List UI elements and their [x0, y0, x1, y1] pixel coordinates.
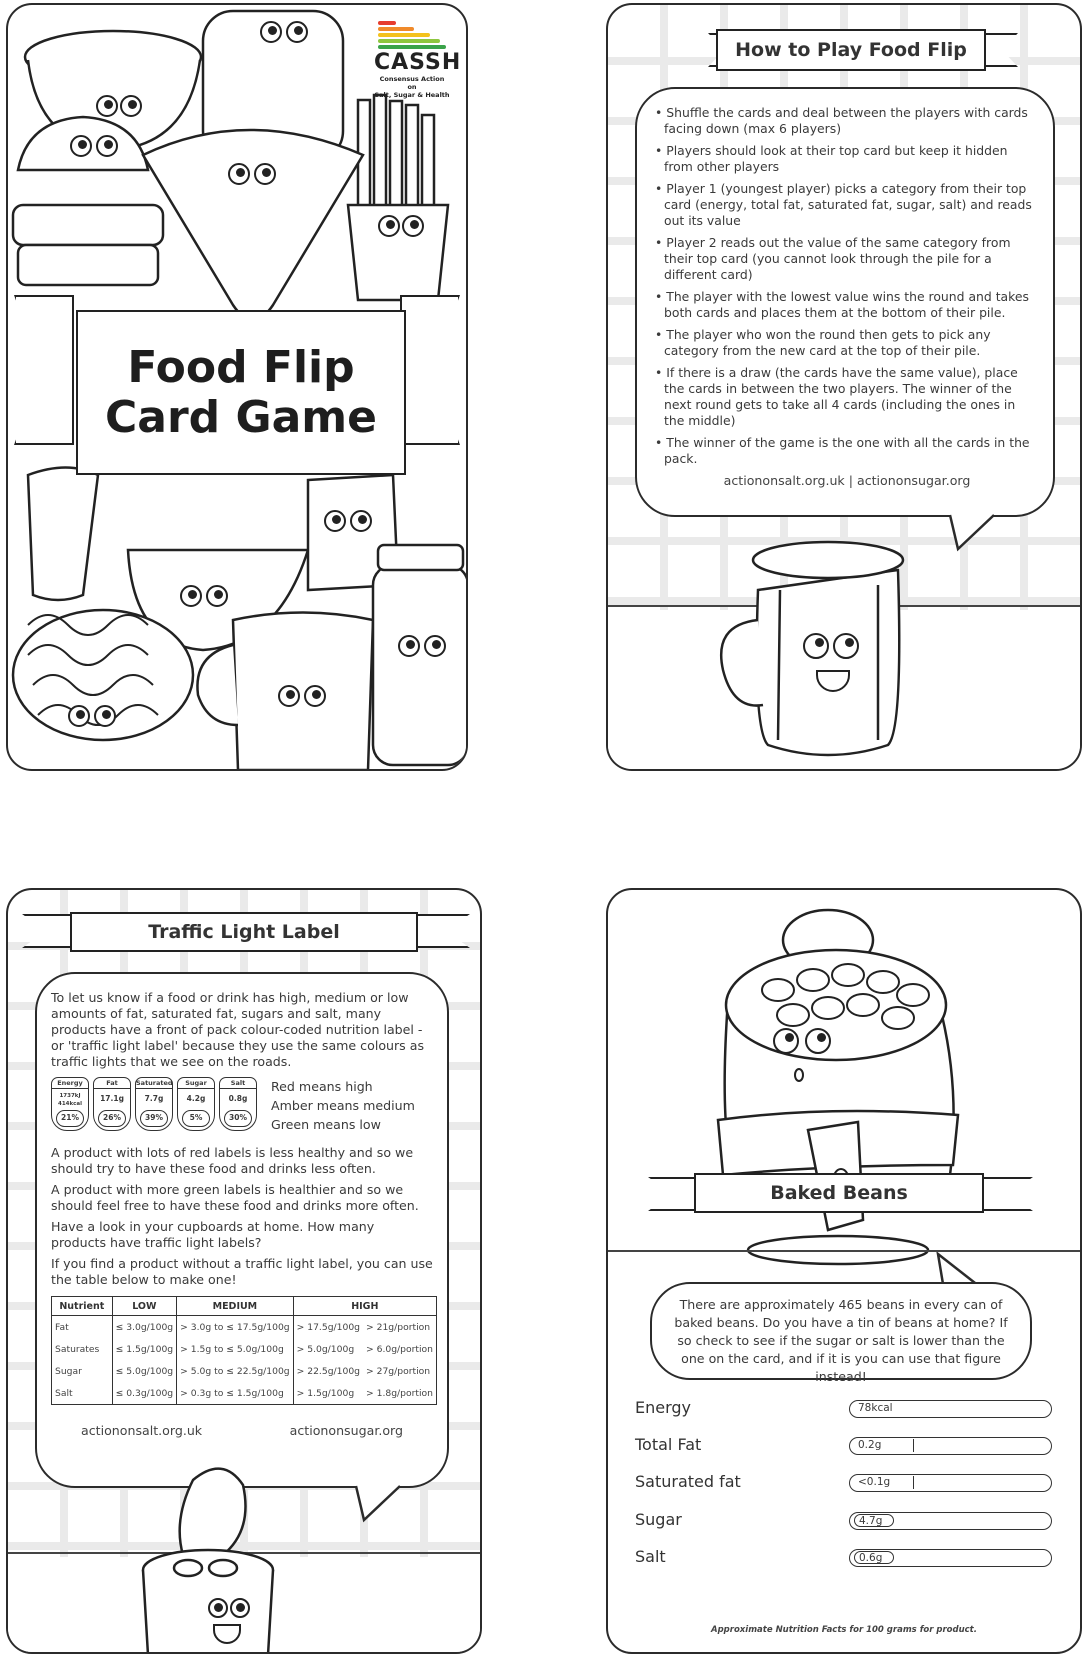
eye-icon: [96, 95, 118, 117]
key-amber: Amber means medium: [271, 1098, 415, 1113]
table-cell: ≤ 1.5g/100g: [112, 1338, 177, 1360]
rules-bubble: [635, 87, 1055, 517]
card-heading: How to Play Food Flip: [716, 29, 986, 71]
logo-bar: [378, 33, 430, 37]
eye-icon: [773, 1028, 799, 1054]
rule-item: • Players should look at their top card but keep it hidden from other players: [655, 143, 1039, 175]
tin-character-illustration: [133, 1460, 283, 1654]
website-right: actiononsugar.org: [289, 1423, 403, 1438]
nutrition-row-salt: [635, 1549, 1052, 1569]
nutrient-label: Total Fat: [635, 1435, 702, 1454]
eye-icon: [206, 585, 228, 607]
websites: actiononsalt.org.uk | actiononsugar.org: [723, 473, 971, 488]
info-bubble: [35, 972, 449, 1488]
logo-bar: [378, 45, 446, 49]
table-cell: > 21g/portion: [363, 1316, 437, 1339]
eye-icon: [805, 1028, 831, 1054]
nutrient-value: 78kcal: [858, 1402, 893, 1414]
eye-icon: [278, 685, 300, 707]
logo-bar: [378, 39, 440, 43]
tl-box-energy: Energy 1737kJ 414kcal 21%: [51, 1077, 89, 1131]
table-cell: Sugar: [52, 1360, 113, 1382]
tl-box-fat: Fat 17.1g 26%: [93, 1077, 131, 1131]
rule-item: • Shuffle the cards and deal between the players with cards facing down (max 6 players): [655, 105, 1039, 137]
table-cell: Fat: [52, 1316, 113, 1339]
table-cell: > 17.5g/100g: [296, 1321, 360, 1333]
website-left: actiononsalt.org.uk: [81, 1423, 203, 1438]
nutrient-label: Salt: [635, 1547, 666, 1566]
table-cell: ≤ 0.3g/100g: [112, 1382, 177, 1405]
nutrient-bar: [849, 1437, 1052, 1455]
nutrient-bar: [849, 1400, 1052, 1418]
eye-icon: [424, 635, 446, 657]
nutrient-label: Sugar: [635, 1510, 682, 1529]
eye-icon: [94, 705, 116, 727]
paragraph: A product with lots of red labels is less healthy and so we should try to have these food and drinks less often.: [51, 1145, 414, 1176]
traffic-light-label: [51, 1077, 257, 1131]
nutrient-limits-table: [51, 1296, 437, 1405]
eye-icon: [96, 135, 118, 157]
eye-icon: [180, 585, 202, 607]
nutrient-value: 4.7g: [854, 1514, 894, 1527]
fact-bubble: [650, 1282, 1032, 1384]
eye-icon: [402, 215, 424, 237]
table-cell: Salt: [52, 1382, 113, 1405]
baked-beans-can-illustration: [678, 890, 1008, 1270]
tl-box-sugar: Sugar 4.2g 5%: [177, 1077, 215, 1131]
table-cell: Saturates: [52, 1338, 113, 1360]
mouth-icon: [794, 1068, 804, 1082]
tl-box-salt: Salt 0.8g 30%: [219, 1077, 257, 1131]
baked-beans-card: [606, 888, 1082, 1654]
how-to-play-card: [606, 3, 1082, 771]
nutrient-label: Saturated fat: [635, 1472, 741, 1491]
table-cell: > 5.0g/100g: [296, 1343, 355, 1355]
ribbon-tail-right: [410, 914, 470, 948]
table-cell: > 1.8g/portion: [363, 1382, 437, 1405]
eye-icon: [120, 95, 142, 117]
eye-icon: [286, 21, 308, 43]
nutrition-row-total-fat: [635, 1437, 1052, 1457]
nutrient-value: 0.2g: [854, 1439, 914, 1452]
table-row: [52, 1382, 437, 1405]
table-header: HIGH: [293, 1297, 436, 1316]
rule-item: • The player who won the round then gets to pick any category from the new card at the top of their pile.: [655, 327, 1039, 359]
eye-icon: [398, 635, 420, 657]
eye-icon: [230, 1598, 250, 1618]
eye-icon: [324, 510, 346, 532]
eye-icon: [803, 633, 829, 659]
nutrient-bar: [849, 1474, 1052, 1492]
traffic-light-card: [6, 888, 482, 1654]
nutrient-bar: [849, 1549, 1052, 1567]
table-cell: ≤ 5.0g/100g: [112, 1360, 177, 1382]
rule-item: • The player with the lowest value wins the round and takes both cards and places them at the bottom of their pile.: [655, 289, 1039, 321]
fact-text: There are approximately 465 beans in every can of baked beans. Do you have a tin of beans at home? If so check to see if the sugar or salt is lower than the one on the card, and if it is you can use that figure instead!: [674, 1297, 1008, 1384]
rules-list: [655, 105, 1039, 467]
nutrient-label: Energy: [635, 1398, 692, 1417]
eye-icon: [70, 135, 92, 157]
nutrition-row-energy: [635, 1400, 1052, 1420]
logo-subtitle: Salt, Sugar & Health: [374, 91, 450, 99]
key-red: Red means high: [271, 1079, 373, 1094]
nutrient-value: <0.1g: [854, 1476, 914, 1489]
nutrient-value: 0.6g: [854, 1551, 894, 1564]
title-banner: [76, 310, 406, 475]
bubble-tail: [948, 513, 998, 553]
table-cell: > 27g/portion: [363, 1360, 437, 1382]
table-cell: > 5.0g to ≤ 22.5g/100g: [177, 1360, 294, 1382]
colour-key: [271, 1077, 415, 1134]
eye-icon: [208, 1598, 228, 1618]
table-row: [52, 1338, 437, 1360]
tl-box-saturated: Saturated 7.7g 39%: [135, 1077, 173, 1131]
table-cell: > 3.0g to ≤ 17.5g/100g: [177, 1316, 294, 1339]
eye-icon: [378, 215, 400, 237]
card-heading: Baked Beans: [694, 1173, 984, 1213]
table-cell: > 1.5g/100g: [296, 1387, 355, 1399]
rule-item: • Player 2 reads out the value of the same category from their top card (you cannot look through the pile for a different card): [655, 235, 1039, 283]
label-example: [51, 1075, 433, 1139]
logo-subtitle: Consensus Action on: [379, 75, 445, 91]
rule-item: • If there is a draw (the cards have the same value), place the cards in between the two players. The winner of the next round gets to take all 4 cards (including the ones in the middle): [655, 365, 1039, 429]
rule-item: • Player 1 (youngest player) picks a category from their top card (energy, total fat, saturated fat, sugar, salt) and reads out its value: [655, 181, 1039, 229]
eye-icon: [228, 163, 250, 185]
eye-icon: [833, 633, 859, 659]
bubble-tail: [354, 1484, 404, 1524]
websites-row: [51, 1423, 433, 1443]
eye-icon: [68, 705, 90, 727]
eye-icon: [254, 163, 276, 185]
table-cell: > 0.3g to ≤ 1.5g/100g: [177, 1382, 294, 1405]
table-cell: > 6.0g/portion: [363, 1338, 437, 1360]
eye-icon: [350, 510, 372, 532]
nutrition-row-saturated-fat: [635, 1474, 1052, 1494]
card-heading: Traffic Light Label: [70, 912, 418, 952]
cover-card: [6, 3, 468, 771]
cassh-logo: [374, 21, 462, 99]
table-row: [52, 1316, 437, 1339]
table-cell: > 22.5g/100g: [296, 1365, 360, 1377]
logo-bars: [378, 21, 450, 49]
nutrition-footnote: Approximate Nutrition Facts for 100 grams for product.: [711, 1625, 977, 1635]
table-header: MEDIUM: [177, 1297, 294, 1316]
key-green: Green means low: [271, 1117, 381, 1132]
game-title-line1: Food Flip: [127, 341, 355, 393]
table-header-row: [52, 1297, 437, 1316]
table-row: [52, 1360, 437, 1382]
floor-line: [608, 1250, 1080, 1252]
paragraph: If you find a product without a traffic light label, you can use the table below to make one!: [51, 1256, 433, 1287]
logo-bar: [378, 27, 414, 31]
eye-icon: [304, 685, 326, 707]
logo-name: CASSH: [374, 50, 462, 75]
table-header: LOW: [112, 1297, 177, 1316]
game-title-line2: Card Game: [105, 391, 377, 443]
eye-icon: [260, 21, 282, 43]
table-cell: ≤ 3.0g/100g: [112, 1316, 177, 1339]
table-cell: > 1.5g to ≤ 5.0g/100g: [177, 1338, 294, 1360]
intro-text: To let us know if a food or drink has high, medium or low amounts of fat, saturated fat, sugars and salt, many products have a front of pack colour-coded nutrition label - or 'traffic light label' because they use the same colours as traffic lights that we see on the roads.: [51, 990, 425, 1069]
nutrient-bar: [849, 1512, 1052, 1530]
paragraph: Have a look in your cupboards at home. How many products have traffic light labels?: [51, 1219, 375, 1250]
rule-item: • The winner of the game is the one with all the cards in the pack.: [655, 435, 1039, 467]
logo-bar: [378, 21, 396, 25]
table-header: Nutrient: [52, 1297, 113, 1316]
paragraph: A product with more green labels is healthier and so we should feel free to have these food and drinks more often.: [51, 1182, 419, 1213]
nutrition-row-sugar: [635, 1512, 1052, 1532]
